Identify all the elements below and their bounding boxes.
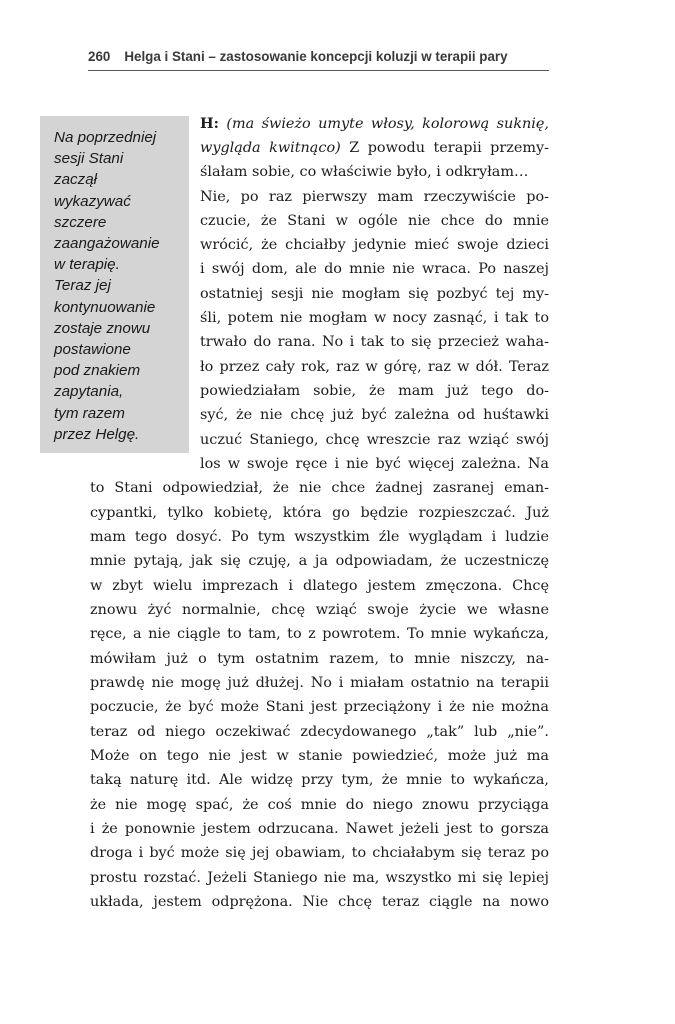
margin-note-line: wykazywać (54, 192, 131, 210)
text-line: i że ponownie jestem odrzucana. Nawet jeżeli jest to gorsza (90, 821, 549, 837)
text-line: los w swoje ręce i nie być więcej zależna. Na (200, 456, 549, 472)
margin-note-line: Teraz jej (54, 277, 111, 295)
text-line (200, 136, 549, 160)
margin-note-line: Na poprzedniej (54, 129, 157, 146)
margin-note-line: postawione (54, 341, 131, 359)
text-line: mnie pytają, jak się czuję, a ja odpowiadam, że uczestniczę (90, 553, 549, 569)
stage-direction: wygląda kwitnąco) (200, 140, 341, 156)
text-line: prostu rozstać. Jeżeli Staniego nie ma, wszystko mi się lepiej (90, 870, 549, 886)
text-line: mówiłam już o tym ostatnim razem, to mnie niszczy, na- (90, 651, 549, 667)
text-line: i swój dom, ale do mnie nie wraca. Po naszej (200, 261, 549, 277)
text-line: wrócić, że chciałby jedynie mieć swoje dzieci (200, 237, 549, 253)
text-line: to Stani odpowiedział, że nie chce żadnej zasranej eman- (90, 480, 549, 496)
text-line: powiedziałam sobie, że mam już tego do- (200, 383, 549, 399)
margin-note-line: zaangażowanie (54, 235, 160, 253)
header-rule (88, 70, 549, 71)
margin-note-text (54, 127, 160, 445)
margin-note-line: sesji Stani (54, 150, 124, 168)
margin-note-line: w terapię. (54, 256, 120, 274)
speaker-label: H: (200, 115, 219, 132)
margin-note-line: tym razem (54, 404, 125, 422)
text-line: poczucie, że być może Stani jest przeciążony i że nie można (90, 699, 549, 715)
margin-note-line: przez Helgę. (54, 425, 140, 443)
margin-note-line: pod znakiem (54, 362, 141, 380)
page-number: 260 (88, 49, 111, 64)
text-line: trwało do rana. No i tak to się przecież waha- (200, 334, 549, 350)
text-line: że nie mogę spać, że coś mnie do niego znowu przyciąga (90, 797, 549, 813)
text-line: droga i być może się jej obawiam, to chciałabym się teraz po (90, 845, 549, 861)
text-line: w zbyt wielu imprezach i dlatego jestem zmęczona. Chcę (90, 578, 549, 594)
margin-note-line: kontynuowanie (54, 298, 156, 316)
margin-note-box (40, 116, 189, 453)
text-line (200, 112, 549, 136)
margin-note-line: zostaje znowu (54, 319, 151, 337)
text-line: cypantki, tylko kobietę, która go będzie rozpieszczać. Już (90, 505, 549, 521)
margin-note-line: zaczął (54, 171, 98, 189)
text-line: znowu żyć normalnie, chcę wziąć swoje życie we własne (90, 602, 549, 618)
margin-note-line: zapytania, (54, 383, 124, 401)
text-line: Może on tego nie jest w stanie powiedzieć, może już ma (90, 748, 549, 764)
text-line: ręce, a nie ciągle to tam, to z powrotem. To mnie wykańcza, (90, 626, 549, 642)
text-line: Nie, po raz pierwszy mam rzeczywiście po- (200, 189, 549, 205)
text-line: prawdę nie mogę już dłużej. No i miałam ostatnio na terapii (90, 675, 549, 691)
text-run: Z powodu terapii przemy- (340, 140, 549, 156)
running-title: Helga i Stani – zastosowanie koncepcji koluzji w terapii pary (124, 49, 508, 64)
stage-direction: (ma świeżo umyte włosy, kolorową suknię, (226, 116, 549, 132)
text-line: ostatniej sesji nie mogłam się pozbyć tej my- (200, 286, 549, 302)
text-line: mam tego dosyć. Po tym wszystkim źle wyglądam i ludzie (90, 529, 549, 545)
text-line: czucie, że Stani w ogóle nie chce do mnie (200, 213, 549, 229)
margin-note-line: szczere (54, 213, 107, 231)
text-line: syć, że nie chcę już być zależna od huśtawki (200, 407, 549, 423)
text-line: ślałam sobie, co właściwie było, i odkryłam… (200, 164, 529, 180)
text-line: ło przez cały rok, raz w górę, raz w dół. Teraz (200, 359, 549, 375)
text-line: śli, potem nie mogłam w nocy zasnąć, i tak to (200, 310, 549, 326)
text-line: układa, jestem odprężona. Nie chcę teraz ciągle na nowo (90, 894, 549, 910)
running-header (88, 46, 549, 68)
text-line: uczuć Staniego, chcę wreszcie raz wziąć swój (200, 432, 549, 448)
text-line: teraz od niego oczekiwać zdecydowanego „tak” lub „nie”. (90, 724, 549, 740)
text-line: taką naturę itd. Ale widzę przy tym, że mnie to wykańcza, (90, 772, 549, 788)
